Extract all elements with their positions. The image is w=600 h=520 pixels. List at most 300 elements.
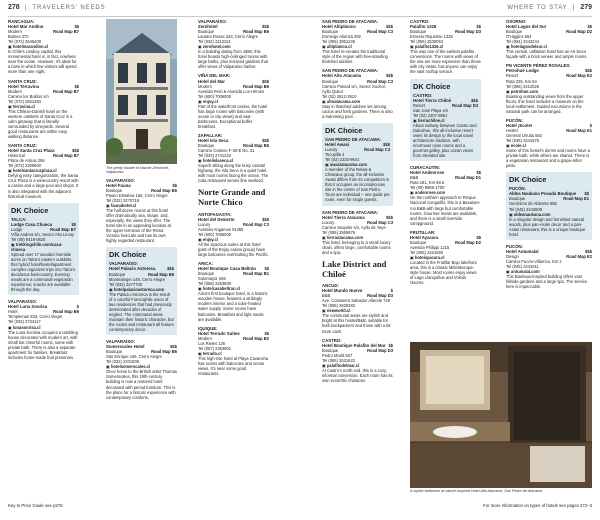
address: Ruta 181, Km 68.5 <box>410 180 445 186</box>
hotel-type: Boutique <box>322 29 339 35</box>
hotel-entry <box>106 178 177 244</box>
map-ref: Road Map D3 <box>455 29 481 35</box>
hotel-name: Hotel Mar Andino <box>8 24 44 30</box>
description: This high-rise hotel at Playa Cavancha has rooms with balconies and ocean views. It's near some good restaurants. <box>198 355 269 377</box>
website-link[interactable]: awasiatacama.com <box>329 162 368 168</box>
website-link[interactable]: tierrachiloe.cl <box>417 117 445 123</box>
entry-location: OSORNO: <box>506 19 527 24</box>
description: The Luna Sonrisa occupies a rambling house decorated with modern art, with small but cheerful rooms, some with private bath. There is also a separate apartment for families. Breakfast includes home-made fruit preserves. <box>8 329 78 360</box>
hotel-type: Hotel <box>8 309 18 315</box>
hotel-type: Luxury <box>322 219 335 225</box>
hotel-type: Boutique <box>106 187 123 193</box>
website-link[interactable]: hotelcasabeltran.cl <box>202 286 241 292</box>
price-band: $$$ <box>386 24 393 30</box>
web-icon: ▣ <box>410 190 414 196</box>
website-link[interactable]: hotelpalacioastoreca.com <box>113 286 165 292</box>
website-link[interactable]: newworld.cl <box>326 308 351 314</box>
dk-choice-box <box>410 79 481 162</box>
telephone: Tel (065) 2530053 <box>410 39 444 45</box>
website-link[interactable]: tierraatacama.com <box>326 234 364 240</box>
zerohotel-facade-photo <box>106 19 177 164</box>
photo-caption: A stylish bathroom at nature-inspired Hotel Alto Atacama, San Pedro de Atacama <box>410 489 543 493</box>
website-link[interactable]: hotelislaseca.cl <box>202 158 234 164</box>
address: Avenida Philippi 1215 <box>410 244 450 250</box>
hotel-entry <box>322 19 393 64</box>
facade-illustration <box>106 19 177 164</box>
hotel-entry <box>410 230 481 286</box>
website-link[interactable]: terravina.cl <box>12 103 35 109</box>
hotel-name: Hotel Boutique Casa Beltrán <box>198 266 257 272</box>
entry-location: SAN PEDRO DE ATACAMA: <box>322 209 379 215</box>
address: Camino Pukará s/n, Sector Suchor, Ayllu Quitor <box>322 83 386 94</box>
description: Stay in thatched adobes set among cactus and herb gardens. There is also a swimming pool. <box>322 103 393 119</box>
hotel-type: Modern <box>198 335 212 341</box>
hotel-type: Boutique <box>106 349 123 355</box>
hotel-entry <box>322 68 393 118</box>
hotel-name: Hotel Tierra Atacama <box>322 214 365 220</box>
hotel-name: Hotel Fauna <box>106 182 131 188</box>
telephone: Tel (055) 2851245 <box>322 39 356 45</box>
bathroom-photo <box>410 342 592 488</box>
website-link[interactable]: petrohue.com <box>510 88 538 94</box>
website-link[interactable]: antumalal.com <box>510 269 540 275</box>
telephone: Tel (065) 2212025 <box>506 83 540 89</box>
website-link[interactable]: faunahotel.cl <box>110 203 137 209</box>
price-band: $$ <box>587 24 592 30</box>
hotel-entry <box>322 283 393 333</box>
dk-choice-box <box>322 123 393 206</box>
hotel-entry <box>198 19 269 69</box>
entry-location: ZAPALLAR: <box>198 132 223 138</box>
price-band: $$$ <box>262 78 269 84</box>
website-link[interactable]: enjoy.cl <box>202 236 218 242</box>
hotel-entry <box>198 212 269 257</box>
price-band: $$$ <box>170 344 177 350</box>
hotel-name: Palafito 1326 <box>410 24 437 30</box>
web-icon: ▣ <box>413 117 417 123</box>
entry-location: CASTRO: <box>410 19 430 24</box>
website-link[interactable]: palafitodelmar.cl <box>326 362 360 368</box>
hotel-name: Hotel del Mar <box>198 78 225 84</box>
hotel-entry <box>8 143 79 199</box>
address: Avenida Perú & Avenida Los Héroes <box>198 88 265 94</box>
description: Defying easy categorization, the Santa Cruz Plaza is a winecountry resort with a casino and a large pool and shops. It is also integrated with the adjacent historical museum. <box>8 173 79 199</box>
web-icon: ▣ <box>198 158 202 164</box>
telephone: Tel (072) 2645400 <box>8 39 42 45</box>
telephone: Tel (033) 2741224 <box>198 153 232 159</box>
entry-location: CASTRO: <box>322 337 342 343</box>
web-icon: ▣ <box>506 44 510 50</box>
hotel-type: Boutique <box>198 271 215 277</box>
telephone: Tel (072) 2821284 <box>8 98 42 104</box>
hotel-name: Hotel Luna Sonrisa <box>8 304 48 310</box>
footer-hotel-info: For more information on types of hotels see pages 272–3 <box>483 503 592 508</box>
web-icon: ▣ <box>11 241 15 247</box>
hotel-name: Hotel Palacio Astoreca <box>109 266 156 272</box>
address: Ruta 225, Km 64 <box>506 78 537 84</box>
entry-location: SAN PEDRO DE ATACAMA: <box>325 136 382 142</box>
map-ref: Road Map C3 <box>367 78 393 84</box>
web-icon: ▣ <box>8 44 12 50</box>
web-icon: ▣ <box>325 162 329 168</box>
website-link[interactable]: lunasonrisa.cl <box>12 324 41 330</box>
right-page-header: WHERE TO STAY | 279 <box>507 4 592 11</box>
web-icon: ▣ <box>506 88 510 94</box>
hotel-name: Hotel Awasi <box>325 141 350 147</box>
price-band: $$$ <box>471 97 478 103</box>
description: The half-dozen rooms at this hotel offer dramatically sea, shape, and, especially, the views they offer. The hotel sits in an appealing location at the upper terminus of the Reina Victoria funicular and has its own highly regarded restaurant. <box>106 208 171 244</box>
hotel-name: Lodge Casa Chueca <box>11 221 53 227</box>
telephone: Tel (045) 2443508 <box>509 206 543 212</box>
description: Superb sitting along the busy coastal highway, the Isla Seca is a quiet hotel, with most rooms facing the ocean. The Cala restaurant serves fine seafood. <box>198 163 269 184</box>
hotel-entry <box>106 339 177 400</box>
map-ref: Road Map D2 <box>566 29 592 35</box>
entry-location: VALPARAÍSO: <box>106 177 135 183</box>
map-ref: Road Map E1 <box>566 127 592 133</box>
telephone: Tel (065) 2421550 <box>410 249 444 255</box>
hotel-name: Hotel Santa Cruz Plaza <box>8 148 55 154</box>
hotel-name: Hotel Altiplánico <box>322 24 356 30</box>
dk-choice-title: DK Choice <box>325 125 363 135</box>
map-ref: Road Map D3 <box>367 347 393 353</box>
web-icon: ▣ <box>198 98 202 104</box>
map-ref: Road Map D1 <box>455 175 481 181</box>
header-rule <box>8 16 592 17</box>
hotel-name: Hotel Tierra Chiloé <box>413 97 452 103</box>
right-section-title: WHERE TO STAY <box>507 5 568 11</box>
website-link[interactable]: ecole.cl <box>510 143 526 149</box>
telephone: Tel (058) 2253839 <box>198 281 232 287</box>
web-icon: ▣ <box>410 254 414 260</box>
entry-location: PUCÓN: <box>506 117 523 123</box>
map-ref: Road Map B7 <box>53 153 79 159</box>
address: Gerónimo de Alderete 656 <box>509 201 557 207</box>
hotel-name: Hotel del Desierto <box>198 216 235 222</box>
price-band: $$$ <box>386 214 393 220</box>
web-icon: ▣ <box>198 236 202 242</box>
website-link[interactable]: hotelsantacruzplaza.cl <box>12 168 57 174</box>
map-ref: Road Map B6 <box>243 83 269 89</box>
column-5 <box>410 19 481 289</box>
web-icon: ▣ <box>322 44 326 50</box>
web-icon: ▣ <box>506 269 510 275</box>
telephone: Tel (02) 2912-3910 <box>322 93 357 99</box>
address: O'Higgins 564 <box>506 34 532 40</box>
price-band: $ <box>76 304 79 310</box>
telephone: Tel (032) 2331006 <box>106 359 140 365</box>
hotel-type: Boutique <box>322 347 339 353</box>
hotel-name: Hotel Antumalal <box>506 248 539 254</box>
hotel-entry <box>410 19 481 75</box>
entry-location: VALPARAÍSO: <box>198 19 227 24</box>
address: Lautaro Rosas 343, Cerro Alegre <box>198 34 258 40</box>
map-ref: Road Map C3 <box>367 29 393 35</box>
hotel-entry <box>198 261 269 322</box>
hotel-name: Petrohué Lodge <box>506 68 539 74</box>
web-icon: ▣ <box>8 168 12 174</box>
hotel-type: Boutique <box>198 29 215 35</box>
hotel-name: Somerscales Hotel <box>106 344 145 350</box>
website-link[interactable]: trekkingchile.com/casa-chueca <box>11 241 63 252</box>
hotel-name: Hotel Boutique Palafito del Mar <box>322 342 386 348</box>
description: This hotel re-creates the traditional style of the region with free-standing thatched adobes. <box>322 49 388 65</box>
bathroom-illustration <box>410 342 592 488</box>
column-4 <box>322 19 393 387</box>
web-icon: ▣ <box>8 103 12 109</box>
address: Camino Pucón-Villarrica, Km 2 <box>506 258 562 264</box>
description: Located in the Frutillar Bajo lakefront area, this is a classic Mittelteuropa-style house. Most rooms enjoy views of Lago Llanquihue and Volcán Osorno. <box>410 259 477 286</box>
price-band: $$$ <box>262 138 269 144</box>
description: This was one of the earliest palafito conversions. The rooms with views of the sea are more expensive than those with city vistas, but anyone can enjoy the vast rooftop terrace. <box>410 49 481 75</box>
hotel-type: Boutique <box>410 29 427 35</box>
price-band: $$ <box>388 342 393 348</box>
map-ref: Road Map B6 <box>151 187 177 193</box>
photo-caption: The pretty facade of historic Zerohotel, Valparaíso <box>106 166 170 175</box>
hotel-type: Boutique <box>506 29 523 35</box>
address: Viña Andrea s/n, Sector Alto Lircay <box>11 231 74 237</box>
map-ref: Road Map B6 <box>151 349 177 355</box>
dk-choice-title: DK Choice <box>413 81 451 91</box>
hotel-name: Hotel Andenrose <box>410 170 445 176</box>
price-band: $$ <box>71 221 76 227</box>
description: This central, utilitarian hotel has an Art Deco façade with a brick veneer and ample rooms. <box>506 49 588 60</box>
dk-choice-box <box>106 247 177 335</box>
hotel-name: Aldea Naukana Posada Boutique <box>509 191 577 197</box>
column-6 <box>506 19 592 293</box>
hotel-type: Resort <box>506 73 519 79</box>
address: Camino Sequitor s/n, Ayllu de Yaye <box>322 224 386 230</box>
price-band: $$$ <box>262 216 269 222</box>
price-band: $$$ <box>383 141 390 147</box>
map-ref: Road Map B6 <box>243 143 269 149</box>
hotel-type: Boutique <box>322 78 339 84</box>
telephone: Tel (065) 2628383 <box>322 303 356 309</box>
description: In Chile's cowboy capital, this monumental hotel is, in fact, nowhere near the ocean. However, it's ideal for a town in which few visitors will spend more than one night. <box>8 49 77 75</box>
price-band: $$$ <box>262 24 269 30</box>
description: This hotel, belonging to a small luxury chain, offers large, comfortable rooms and a spa. <box>322 239 391 255</box>
telephone: Tel (09) 9869-1700 <box>410 185 445 191</box>
hotel-entry <box>8 299 79 360</box>
left-page-header: 278 | TRAVELERS' NEEDS <box>8 4 106 11</box>
hotel-type: Historical <box>8 153 25 159</box>
hotel-entry <box>198 73 269 129</box>
hotel-name: Hotel Isla Seca <box>198 138 229 144</box>
map-ref: Road Map B1 <box>243 271 269 277</box>
address: Ernesto Riquelme 1326 <box>410 34 453 40</box>
website-link[interactable]: altiplanico.cl <box>326 44 352 50</box>
telephone: Tel (032) 2734117 <box>8 319 41 325</box>
entry-location: CASTRO: <box>413 92 433 98</box>
website-link[interactable]: hotelagosdelsur.cl <box>510 44 547 50</box>
dk-choice-title: DK Choice <box>11 205 49 215</box>
address: Bulnes 370 <box>8 34 29 40</box>
address: General Urrutia 592 <box>506 132 542 138</box>
entry-location: SAN PEDRO DE ATACAMA: <box>322 68 379 74</box>
website-link[interactable]: hotelayacara.cl <box>414 254 445 260</box>
hotel-type: Modern <box>198 83 212 89</box>
column-2 <box>106 19 177 404</box>
description: In a singular design and furnished natural woods, plus pan-Asian decor and a pan-Asian restaurant, this is a unique boutique hotel. <box>509 216 586 237</box>
entry-location: PUCÓN: <box>506 243 523 249</box>
entry-location: CURACAUTÍN: <box>410 165 441 171</box>
price-band: $$ <box>476 234 481 240</box>
address: Pedro Montt 567 <box>322 352 353 358</box>
map-ref: Road Map B6 <box>148 271 174 277</box>
hotel-type: Lodge <box>11 226 23 232</box>
dk-choice-box <box>506 172 592 239</box>
column-1 <box>8 19 79 364</box>
region-heading: Norte Grande and Norte Chico <box>198 187 266 208</box>
description: Spread over 17 wooded riverside acres on Talca's eastern outskirts, this hybrid hotel/hostel/apartment complex organizes trips into Talca's deciduous backcountry. Evening meals are a communal vegetarian experience; snacks are available through the day. <box>11 251 76 293</box>
entry-location: RANCAGUA: <box>8 19 35 24</box>
map-ref: Road Map C3 <box>367 219 393 225</box>
entry-location: ANTOFAGASTA: <box>198 211 232 217</box>
map-ref: Road Map B6 <box>53 309 79 315</box>
web-icon: ▣ <box>8 324 12 330</box>
hotel-type: B&B <box>322 293 331 299</box>
web-icon: ▣ <box>506 143 510 149</box>
hotel-type: Luxury <box>325 146 338 152</box>
map-ref: Road Map B7 <box>53 88 79 94</box>
hotel-type: Boutique <box>109 271 126 277</box>
price-band: $$ <box>264 330 269 336</box>
address: Tocopilla 4 <box>325 152 345 158</box>
telephone: Tel (055) 2555976 <box>322 229 356 235</box>
hotel-entry <box>410 165 481 226</box>
price-band: $ <box>589 122 592 128</box>
hotel-type: B&B <box>410 175 419 181</box>
entry-location: FRUTILLAR: <box>410 229 436 235</box>
entry-location: PUCÓN: <box>509 186 526 192</box>
hotel-name: Hotel Mundo Nuevo <box>322 288 363 294</box>
map-ref: Road Map C3 <box>364 146 390 152</box>
telephone: Tel (600) 7006000 <box>198 231 232 237</box>
web-icon: ▣ <box>410 44 414 50</box>
web-icon: ▣ <box>509 211 513 217</box>
website-link[interactable]: altoatacama.com <box>326 98 361 104</box>
hotel-name: Hotel Ayacara <box>410 234 439 240</box>
description: This Chilean-Danish hotel on the western outskirts of Santa Cruz is a calm getaway that is literally surrounded by vineyards. Several good restaurants are within easy walking distance. <box>8 108 73 140</box>
hotel-entry <box>506 19 592 59</box>
telephone: Tel (02) 2233-9641 <box>325 157 360 163</box>
description: The communal areas are stylish and bright at this hostel/B&B, suitable for both backpackers and those with a bit more cash. <box>322 313 391 334</box>
hotel-entry <box>198 326 269 376</box>
description: Boasting outstanding views from the upper floors, this hotel includes a museum on the local settlement. Guided excursions in the national park can be arranged. <box>506 93 584 114</box>
price-band: $$$ <box>585 248 592 254</box>
map-ref: Road Map C3 <box>243 221 269 227</box>
hotel-entry <box>322 338 393 383</box>
website-link[interactable]: terrado.cl <box>202 350 222 356</box>
hotel-type: Luxury <box>198 221 211 227</box>
web-icon: ▣ <box>198 350 202 356</box>
description: In a building dating from 1880, this hotel boasts high-ceilinged rooms with large baths, plus terraced gardens that offer views of Valparaíso harbor. <box>198 49 269 70</box>
web-icon: ▣ <box>322 308 326 314</box>
address: Camino Costero F-30-E No. 31 <box>198 148 255 154</box>
entry-location: SANTA CRUZ: <box>8 143 37 149</box>
address: Avenida Angamos 01455 <box>198 226 244 232</box>
entry-location: VALPARAÍSO: <box>8 299 37 305</box>
address: Paseo Dimalow 166, Cerro Alegre <box>106 192 168 198</box>
address: Plaza de Armas 286 <box>8 158 45 164</box>
left-page-number: 278 <box>8 4 20 11</box>
hotel-entry <box>506 244 592 289</box>
dk-choice-title: DK Choice <box>509 175 547 185</box>
hotel-type: Modern <box>8 29 22 35</box>
address: San Enrique 446, Cerro Alegre <box>106 354 162 360</box>
address: Templeman 833, Cerro Alegre <box>8 314 63 320</box>
website-link[interactable]: hotelmarandino.cl <box>12 44 49 50</box>
map-ref: Road Map E2 <box>566 253 592 259</box>
address: Domingo Atienza 282 <box>322 34 361 40</box>
website-link[interactable]: aldeanaukana.com <box>513 211 551 217</box>
price-band: $ <box>390 288 393 294</box>
telephone: Tel (600) 7006000 <box>198 93 232 99</box>
web-icon: ▣ <box>322 362 326 368</box>
description: All the spacious suites at this hotel (part of the Enjoy casino group) have large balconies overlooking the Pacific. <box>198 241 269 258</box>
telephone: Tel (045) 2441675 <box>506 138 540 144</box>
map-ref: Road Map B2 <box>243 335 269 341</box>
address: Sotomayor 266 <box>198 276 226 282</box>
map-ref: Road Map D3 <box>452 102 478 108</box>
price-band: $$ <box>264 266 269 272</box>
website-link[interactable]: hotelsomerscales.cl <box>110 364 151 370</box>
telephone: Tel (02) 2207-8861 <box>413 112 448 118</box>
price-band: $$$ <box>167 266 174 272</box>
hotel-name: Hotel Terravina <box>8 83 39 89</box>
hotel-name: Zerohotel <box>198 24 218 30</box>
website-link[interactable]: zerohotel.com <box>202 44 231 50</box>
map-ref: Road Map B6 <box>243 29 269 35</box>
description: Once home to the British artist Thomas Somerscales, this 19th-century building is now a restored hotel decorated with period furniture. This is the place for a historic experience with contemporary comforts. <box>106 369 177 400</box>
address: Camino los Boldos s/n <box>8 93 49 99</box>
dk-choice-title: DK Choice <box>109 250 147 260</box>
web-icon: ▣ <box>322 98 326 104</box>
telephone: Tel (072) 2209600 <box>8 163 42 169</box>
hotel-entry <box>322 210 393 255</box>
price-band: $$$ <box>386 73 393 79</box>
description: On the northern approach to Parque Nacional Conguillío, this is a Bavarian-run B&B with large but comfortable rooms. Gourmet meals are available, and there is a small riverside campground. <box>410 195 481 226</box>
telephone: Tel (032) 3270719 <box>106 198 140 203</box>
price-band: $$ <box>476 170 481 176</box>
address: Montealegre 149, Cerro Alegre <box>109 276 165 282</box>
website-link[interactable]: andenrose.com <box>414 190 446 196</box>
description: Some of this hostel's dorms and rooms have a private bath, while others are shared. There is a vegetarian restaurant and a grape-arbor patio. <box>506 148 591 169</box>
map-ref: Road Map B7 <box>50 226 76 232</box>
web-icon: ▣ <box>109 286 113 292</box>
map-ref: Road Map B7 <box>53 29 79 35</box>
website-link[interactable]: enjoy.cl <box>202 98 218 104</box>
web-icon: ▣ <box>106 364 110 370</box>
entry-location: VALPARAÍSO: <box>109 261 138 267</box>
telephone: Tel (032) 2113113 <box>198 39 231 45</box>
hotel-name: Hotel Alto Atacama <box>322 73 362 79</box>
web-icon: ▣ <box>198 44 202 50</box>
dk-choice-box <box>8 203 79 296</box>
price-band: $$ <box>584 191 589 197</box>
hotel-type: Boutique <box>509 196 526 202</box>
hotel-name: Hotel ¡Ecole! <box>506 122 533 128</box>
price-band: $$ <box>476 24 481 30</box>
description: The Palacio Astoreca is the result of a colorful Francophile union of two residences that had previously deteriorated after decades of neglect. The communal areas maintain their historic character, but the rooms and restaurant all feature contemporary decor. <box>109 291 174 333</box>
address: Los Rieles 126 <box>198 340 226 346</box>
web-icon: ▣ <box>106 203 110 209</box>
website-link[interactable]: palafito1326.cl <box>414 44 444 50</box>
map-ref: Road Map D2 <box>455 239 481 245</box>
hotel-type: Boutique <box>410 239 427 245</box>
web-icon: ▣ <box>198 286 202 292</box>
right-page-number: 279 <box>580 4 592 11</box>
telephone: Tel (09) 9419-0625 <box>11 236 46 242</box>
